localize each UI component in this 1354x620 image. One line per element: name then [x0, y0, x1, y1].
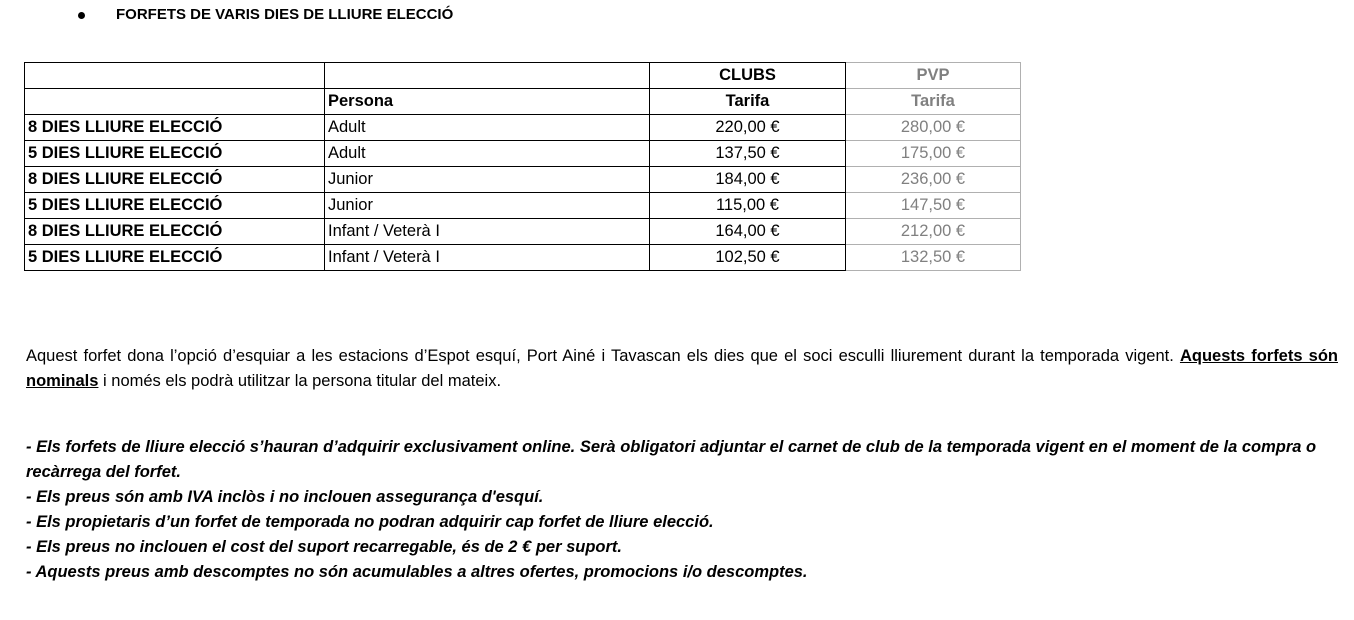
pvp-price-cell: 175,00 €	[846, 141, 1021, 167]
clubs-price-cell: 115,00 €	[650, 193, 846, 219]
description-paragraph	[26, 344, 1338, 394]
person-cell: Adult	[325, 115, 650, 141]
person-cell: Adult	[325, 141, 650, 167]
table-row	[25, 115, 1021, 141]
person-cell: Infant / Veterà I	[325, 245, 650, 271]
header-clubs: CLUBS	[650, 63, 846, 89]
section-heading-text: FORFETS DE VARIS DIES DE LLIURE ELECCIÓ	[116, 6, 454, 23]
pass-cell: 5 DIES LLIURE ELECCIÓ	[25, 193, 325, 219]
description-text: i només els podrà utilitzar la persona titular del mateix.	[98, 372, 502, 390]
pvp-price-cell: 280,00 €	[846, 115, 1021, 141]
person-cell: Junior	[325, 193, 650, 219]
header-persona: Persona	[325, 89, 650, 115]
table-header-row	[25, 89, 1021, 115]
person-cell: Infant / Veterà I	[325, 219, 650, 245]
bullet-icon	[78, 12, 85, 19]
table-header-row	[25, 63, 1021, 89]
clubs-price-cell: 164,00 €	[650, 219, 846, 245]
table-row	[25, 193, 1021, 219]
description-text: Aquest forfet dona l’opció d’esquiar a les estacions d’Espot esquí, Port Ainé i Tavascan els dies que el soci esculli lliurement durant la temporada vigent.	[26, 347, 1180, 365]
nominal-warning: Aquests forfets són nominals	[26, 347, 1339, 390]
pass-cell: 8 DIES LLIURE ELECCIÓ	[25, 219, 325, 245]
section-heading	[78, 4, 453, 26]
notes-list	[26, 435, 1344, 585]
clubs-price-cell: 184,00 €	[650, 167, 846, 193]
clubs-price-cell: 220,00 €	[650, 115, 846, 141]
clubs-price-cell: 102,50 €	[650, 245, 846, 271]
header-cell-empty	[25, 89, 325, 115]
header-cell-empty	[325, 63, 650, 89]
clubs-price-cell: 137,50 €	[650, 141, 846, 167]
pass-cell: 8 DIES LLIURE ELECCIÓ	[25, 115, 325, 141]
header-pvp-tarifa: Tarifa	[846, 89, 1021, 115]
table-row	[25, 219, 1021, 245]
pass-cell: 5 DIES LLIURE ELECCIÓ	[25, 245, 325, 271]
pvp-price-cell: 236,00 €	[846, 167, 1021, 193]
prices-table	[24, 62, 1021, 271]
note-item: - Els preus no inclouen el cost del suport recarregable, és de 2 € per suport.	[26, 538, 623, 556]
note-item: - Els propietaris d’un forfet de temporada no podran adquirir cap forfet de lliure elecció.	[26, 513, 714, 531]
note-item: - Els forfets de lliure elecció s’hauran d’adquirir exclusivament online. Serà obligatori adjuntar el carnet de club de la temporada vigent en el moment de la compra o recàrrega del forfet.	[26, 438, 1317, 481]
header-pvp: PVP	[846, 63, 1021, 89]
pvp-price-cell: 212,00 €	[846, 219, 1021, 245]
table-row	[25, 141, 1021, 167]
header-clubs-tarifa: Tarifa	[650, 89, 846, 115]
note-item: - Aquests preus amb descomptes no són acumulables a altres ofertes, promocions i/o descomptes.	[26, 563, 808, 581]
pvp-price-cell: 147,50 €	[846, 193, 1021, 219]
note-item: - Els preus són amb IVA inclòs i no inclouen assegurança d'esquí.	[26, 488, 544, 506]
table-row	[25, 245, 1021, 271]
person-cell: Junior	[325, 167, 650, 193]
table-row	[25, 167, 1021, 193]
pvp-price-cell: 132,50 €	[846, 245, 1021, 271]
pass-cell: 5 DIES LLIURE ELECCIÓ	[25, 141, 325, 167]
header-cell-empty	[25, 63, 325, 89]
pass-cell: 8 DIES LLIURE ELECCIÓ	[25, 167, 325, 193]
